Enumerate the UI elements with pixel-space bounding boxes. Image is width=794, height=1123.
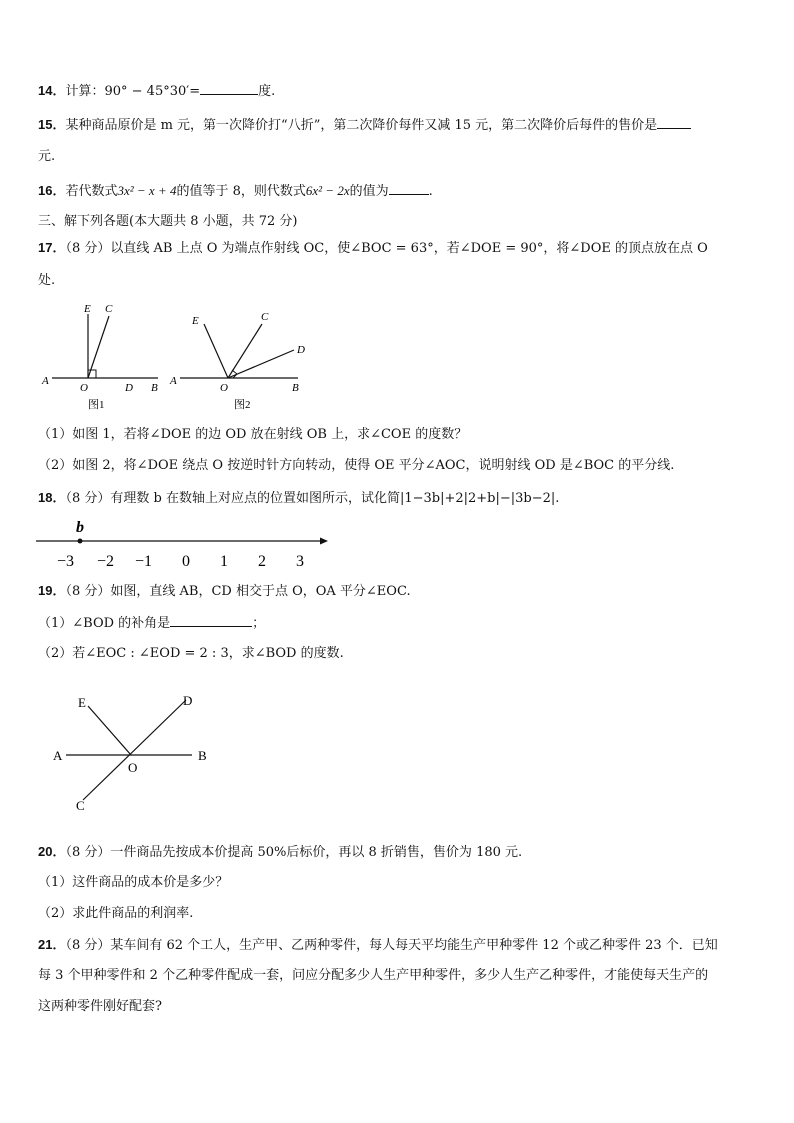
question-text: 度. <box>258 84 276 99</box>
point-b-label: b <box>76 519 84 536</box>
figure-1 <box>41 303 158 411</box>
question-text: （2）求此件商品的利润率. <box>38 906 194 921</box>
label-A: A <box>42 375 49 387</box>
question-text: （8 分）有理数 b 在数轴上对应点的位置如图所示，试化简|1−3b|+2|2+b|−|3b−2|. <box>65 491 560 506</box>
question-text: （2）若∠EOC : ∠EOD = 2 : 3，求∠BOD 的度数. <box>38 646 344 661</box>
question-21 <box>38 936 718 955</box>
label-O: O <box>128 760 138 775</box>
label-B: B <box>198 748 207 763</box>
tick-label: 0 <box>182 553 190 570</box>
question-18 <box>38 489 559 508</box>
question-19-figure <box>48 688 228 828</box>
question-21-line-3 <box>38 998 162 1016</box>
question-text: 计算： <box>65 84 105 99</box>
question-17 <box>38 239 708 258</box>
question-text: 元. <box>38 149 56 164</box>
question-text: （2）如图 2，将∠DOE 绕点 O 按逆时针方向转动，使得 OE 平分∠AOC，说明射线 OD 是∠BOC 的平分线. <box>38 458 675 473</box>
question-number: 14． <box>38 83 66 98</box>
point-b <box>78 539 83 544</box>
question-text: 每 3 个甲种零件和 2 个乙种零件配成一套，问应分配多少人生产甲种零件，多少人生产乙种零件，才能使每天生产的 <box>38 968 709 983</box>
question-number: 18． <box>38 490 66 505</box>
math-expression: 3x² − x + 4 <box>117 183 177 198</box>
label-E: E <box>78 695 86 710</box>
ray-OE <box>88 706 131 755</box>
label-C: C <box>261 311 269 323</box>
answer-blank <box>170 614 252 627</box>
question-text: 某种商品原价是 m 元，第一次降价打“八折”，第二次降价每件又减 15 元，第二次降价后每件的售价是 <box>65 118 658 133</box>
question-19 <box>38 582 411 601</box>
answer-blank <box>389 182 429 195</box>
question-text: . <box>428 184 433 199</box>
question-17-part-2 <box>38 457 674 475</box>
question-number: 20． <box>38 844 66 859</box>
line-CD <box>83 700 186 800</box>
question-text: （1）如图 1，若将∠DOE 的边 OD 放在射线 OB 上，求∠COE 的度数？ <box>38 427 468 442</box>
math-expression: 90° − 45°30′= <box>104 84 201 99</box>
label-O: O <box>80 382 88 394</box>
question-number: 17． <box>38 240 66 255</box>
question-number: 21． <box>38 937 66 952</box>
label-C: C <box>76 798 85 813</box>
question-17-figures <box>40 298 320 414</box>
question-number: 15． <box>38 117 66 132</box>
label-C: C <box>105 303 113 315</box>
figure-2 <box>169 311 305 411</box>
question-number: 16． <box>38 183 66 198</box>
label-B: B <box>292 382 299 394</box>
label-O: O <box>220 382 228 394</box>
tick-label: −1 <box>135 553 153 570</box>
label-E: E <box>84 303 91 315</box>
question-19-part-1 <box>38 614 265 633</box>
question-text: 处. <box>38 273 56 288</box>
question-text: 的值等于 8，则代数式 <box>176 184 306 199</box>
question-text: ； <box>252 616 266 631</box>
label-D: D <box>125 382 133 394</box>
question-16 <box>38 182 433 201</box>
answer-blank <box>657 116 691 129</box>
tick-label: −2 <box>97 553 115 570</box>
question-17-part-1 <box>38 426 467 444</box>
question-21-line-2 <box>38 967 708 985</box>
section-heading <box>38 213 298 231</box>
question-15 <box>38 116 691 135</box>
label-B: B <box>151 382 158 394</box>
question-text: （8 分）一件商品先按成本价提高 50%后标价，再以 8 折销售，售价为 180 元. <box>65 845 523 860</box>
math-expression: 6x² − 2x <box>305 183 350 198</box>
label-D: D <box>297 344 305 356</box>
question-20 <box>38 843 522 862</box>
figure-caption: 图1 <box>88 399 105 411</box>
answer-blank <box>200 82 258 95</box>
tick-label: 2 <box>258 553 266 570</box>
tick-label: 3 <box>296 553 304 570</box>
question-text: 的值为 <box>349 184 389 199</box>
question-19-part-2 <box>38 645 344 663</box>
label-D: D <box>183 693 193 708</box>
question-number: 19． <box>38 583 66 598</box>
figure-caption: 图2 <box>234 399 251 411</box>
number-line <box>34 514 334 572</box>
question-text: 若代数式 <box>65 184 118 199</box>
tick-label: 1 <box>220 553 228 570</box>
label-A: A <box>170 375 177 387</box>
question-17-continued <box>38 272 55 290</box>
question-text: （1）∠BOD 的补角是 <box>38 616 171 631</box>
question-14 <box>38 82 275 101</box>
label-A: A <box>53 748 63 763</box>
label-E: E <box>192 315 199 327</box>
tick-label: −3 <box>57 553 75 570</box>
question-text: （8 分）如图，直线 AB，CD 相交于点 O，OA 平分∠EOC. <box>65 584 411 599</box>
question-text: （1）这件商品的成本价是多少？ <box>38 875 229 890</box>
question-15-continued <box>38 148 55 166</box>
arrow-right-icon <box>320 538 328 545</box>
question-20-part-2 <box>38 905 193 923</box>
question-20-part-1 <box>38 874 228 892</box>
question-text: （8 分）某车间有 62 个工人，生产甲、乙两种零件，每人每天平均能生产甲种零件 12 个或乙种零件 23 个．已知 <box>65 938 718 953</box>
section-title: 三、解下列各题(本大题共 8 小题，共 72 分) <box>38 214 298 229</box>
question-text: （8 分）以直线 AB 上点 O 为端点作射线 OC，使∠BOC = 63°，若∠DOE = 90°，将∠DOE 的顶点放在点 O <box>65 241 708 256</box>
question-text: 这两种零件刚好配套? <box>38 999 162 1014</box>
